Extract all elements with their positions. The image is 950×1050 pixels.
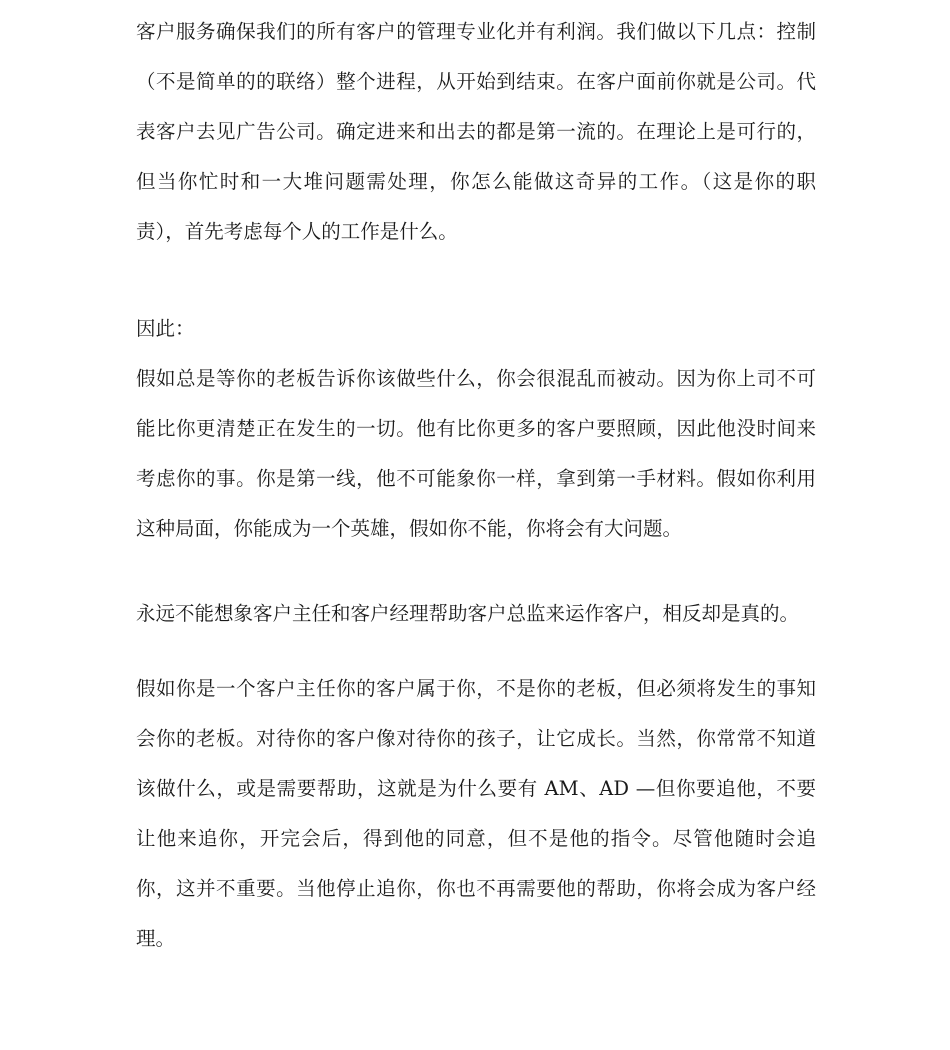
paragraph-customer-service: 客户服务确保我们的所有客户的管理专业化并有利润。我们做以下几点：控制（不是简单的的联络）整个进程，从开始到结束。在客户面前你就是公司。代表客户去见广告公司。确定进来和出去的都是第一流的。在理论上是可行的，但当你忙时和一大堆问题需处理，你怎么能做这奇异的工作。（这是你的职责），首先考虑每个人的工作是什么。 [136, 20, 816, 243]
paragraph-never-imagine: 永远不能想象客户主任和客户经理帮助客户总监来运作客户，相反却是真的。 [136, 602, 800, 625]
paragraph-account-executive: 假如你是一个客户主任你的客户属于你，不是你的老板，但必须将发生的事知会你的老板。对待你的客户像对待你的孩子，让它成长。当然，你常常不知道该做什么，或是需要帮助，这就是为什么要有 AM、AD —但你要追他，不要让他来追你，开完会后，得到他的同意，但不是他的指令。尽管他随时会追你，这并不重要。当他停止追你，你也不再需要他的帮助，你将会成为客户经理。 [136, 677, 816, 950]
paragraph-therefore: 因此： [136, 317, 195, 340]
paragraph-boss-waiting: 假如总是等你的老板告诉你该做些什么，你会很混乱而被动。因为你上司不可能比你更清楚正在发生的一切。他有比你更多的客户要照顾，因此他没时间来考虑你的事。你是第一线，他不可能象你一样，拿到第一手材料。假如你利用这种局面，你能成为一个英雄，假如你不能，你将会有大问题。 [136, 367, 816, 540]
